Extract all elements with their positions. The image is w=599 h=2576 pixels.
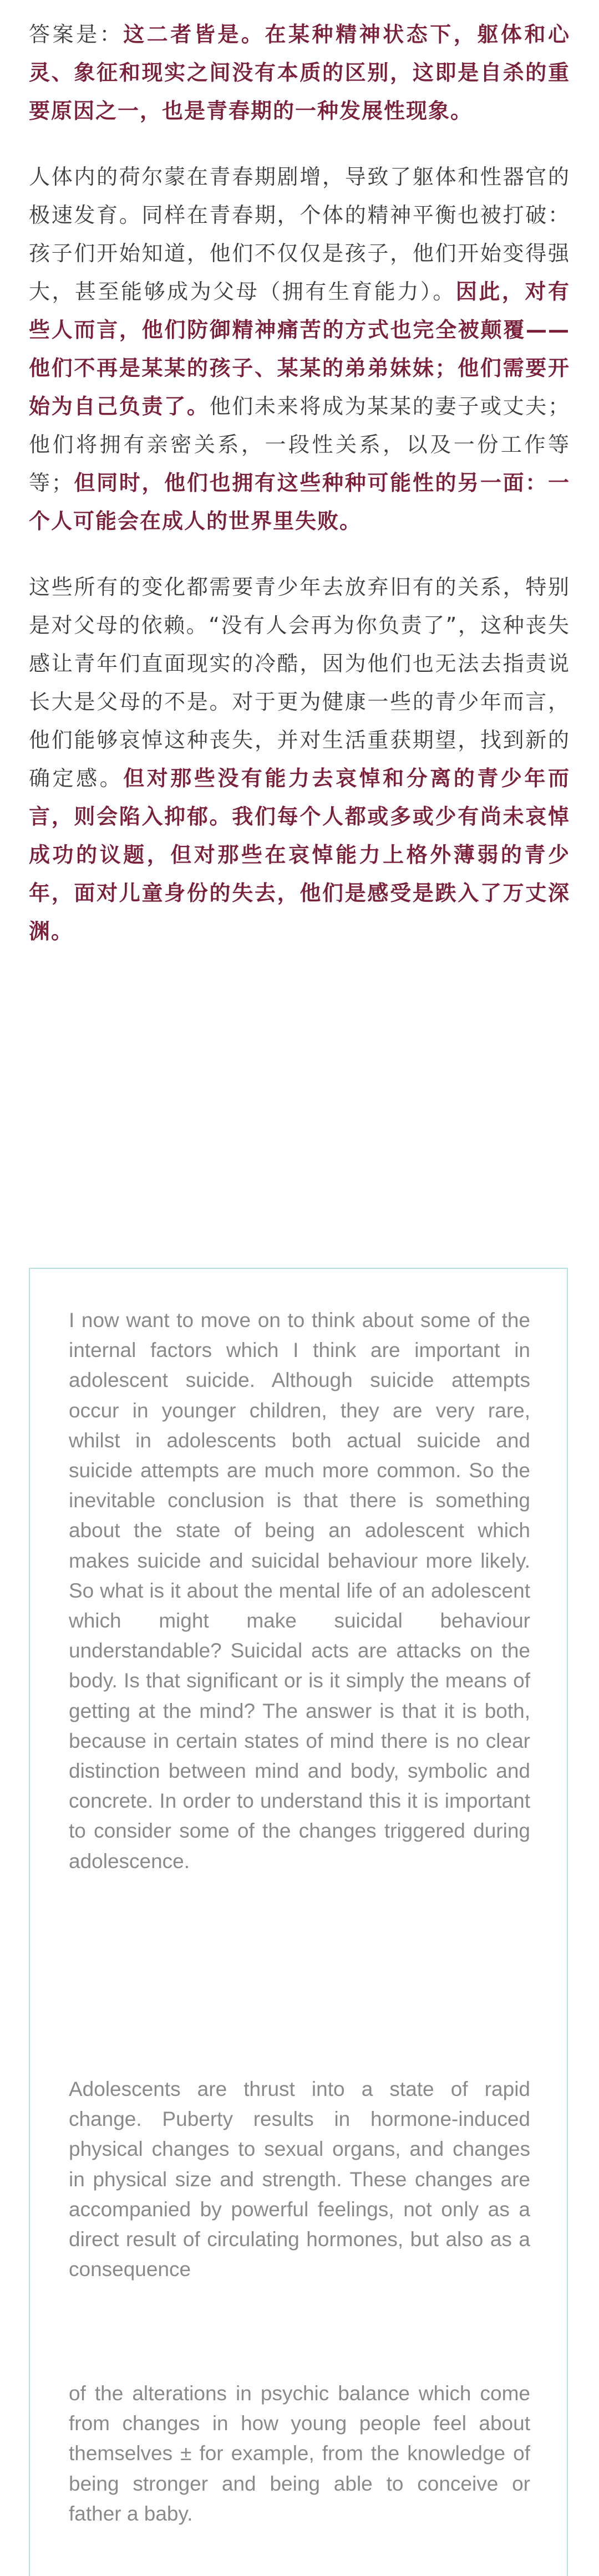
zh-text: 人体内的荷尔蒙在青春期剧增，导致了躯体和性器官的极速发育。同样在青春期，个体的精神平衡也被打破：孩子们开始知道，他们不仅仅是孩子，他们开始变得强大，甚至能够成为父母（拥有生育能力）。 xyxy=(29,165,570,304)
article-chinese-section xyxy=(29,16,570,978)
zh-paragraph-1 xyxy=(29,16,570,130)
zh-paragraph-2 xyxy=(29,158,570,540)
en-paragraph-2: Adolescents are thrust into a state of rapid change. Puberty results in hormone-induced physical changes to sexual organs, and changes in physical size and strength. These changes are accompanied by powerful feelings, not only as a direct result of circulating hormones, but also as a consequence xyxy=(69,2078,530,2281)
zh-text: 他们未来将成为某某的妻子或丈夫；他们将拥有亲密关系，一段性关系，以及一份工作等等； xyxy=(29,394,570,495)
zh-text: 答案是： xyxy=(29,22,124,47)
zh-highlight: 但对那些没有能力去哀悼和分离的青少年而言，则会陷入抑郁。我们每个人都或多或少有尚未哀悼成功的议题，但对那些在哀悼能力上格外薄弱的青少年，面对儿童身份的失去，他们是感受是跌入了万丈深渊。 xyxy=(29,766,570,943)
en-paragraph-1: I now want to move on to think about some of the internal factors which I think are important in adolescent suicide. Although suicide attempts occur in younger children, they are very rare, whilst in adolescents both actual suicide and suicide attempts are much more common. So the inevitable conclusion is that there is something about the state of being an adolescent which makes suicide and suicidal behaviour more likely. So what is it about the mental life of an adolescent which might make suicidal behaviour understandable? Suicidal acts are attacks on the body. Is that significant or is it simply the means of getting at the mind? The answer is that it is both, because in certain states of mind there is no clear distinction between mind and body, symbolic and concrete. In order to understand this it is important to consider some of the changes triggered during adolescence. xyxy=(69,1309,530,1873)
zh-highlight: 但同时，他们也拥有这些种种可能性的另一面：一个人可能会在成人的世界里失败。 xyxy=(29,471,570,533)
zh-paragraph-3 xyxy=(29,568,570,951)
zh-highlight: 因此，对有些人而言，他们防御精神痛苦的方式也完全被颠覆——他们不再是某某的孩子、某某的弟弟妹妹；他们需要开始为自己负责了。 xyxy=(29,279,570,419)
zh-text: 这些所有的变化都需要青少年去放弃旧有的关系，特别是对父母的依赖。“没有人会再为你负责了”，这种丧失感让青年们直面现实的冷酷，因为他们也无法去指责说长大是父母的不是。对于更为健康一些的青少年而言，他们能够哀悼这种丧失，并对生活重获期望，找到新的确定感。 xyxy=(29,575,570,790)
zh-highlight: 这二者皆是。在某种精神状态下，躯体和心灵、象征和现实之间没有本质的区别，这即是自杀的重要原因之一，也是青春期的一种发展性现象。 xyxy=(29,22,570,123)
en-paragraph-3: of the alterations in psychic balance which come from changes in how young people feel about themselves ± for example, from the knowledge of being stronger and being able to conceive or father a baby. xyxy=(69,2382,530,2525)
